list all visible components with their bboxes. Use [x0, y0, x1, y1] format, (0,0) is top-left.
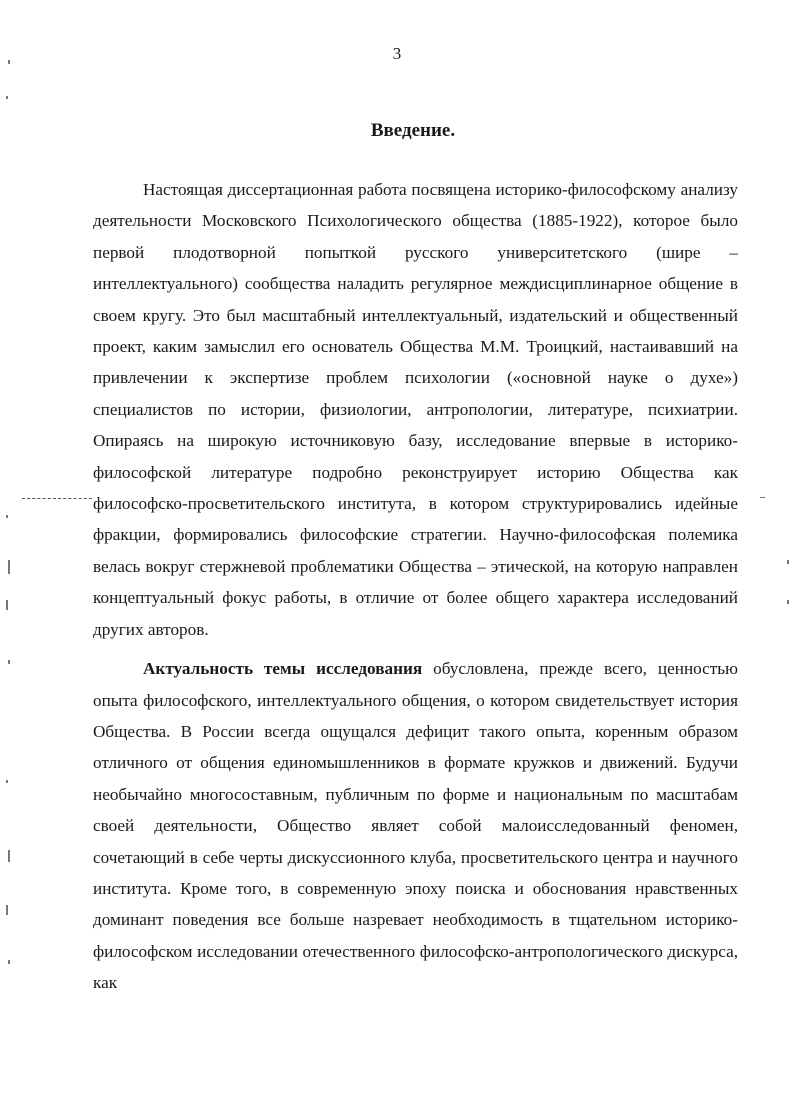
scan-artifact-mark — [787, 600, 789, 604]
paragraph-relevance — [93, 653, 738, 998]
scan-artifact-mark — [8, 660, 10, 664]
scan-artifact-mark — [6, 780, 8, 783]
scan-artifact-mark — [8, 850, 10, 862]
body-text — [93, 174, 738, 999]
scan-artifact-mark — [8, 960, 10, 964]
scan-artifact-mark — [6, 515, 8, 518]
scan-artifact-mark — [6, 600, 8, 610]
page-title: Введение. — [370, 120, 456, 141]
scan-artifact-mark — [787, 560, 789, 564]
paragraph-intro: Настоящая диссертационная работа посвящена историко-философскому анализу деятельности Московского Психологического общества (1885-1922), которое было первой плодотворной попыткой русского университетского (шире – интеллектуального) сообщества наладить регулярное междисциплинарное общение в своем кругу. Это был масштабный интеллектуальный, издательский и общественный проект, каким замыслил его основатель Общества М.М. Троицкий, настаивавший на привлечении к экспертизе проблем психологии («основной науке о духе») специалистов по истории, физиологии, антропологии, литературе, психиатрии. Опираясь на широкую источниковую базу, исследование впервые в историко-философской литературе подробно реконструирует историю Общества как философско-просветительского института, в котором структурировались идейные фракции, формировались философские стратегии. Научно-философская полемика велась вокруг стержневой проблематики Общества – этической, на которую направлен концептуальный фокус работы, в отличие от более общего характера исследований других авторов. — [93, 180, 738, 639]
page-number: 3 — [392, 44, 402, 63]
scan-artifact-mark — [6, 905, 8, 915]
relevance-text: обусловлена, прежде всего, ценностью опыта философского, интеллектуального общения, о котором свидетельствует история Общества. В России всегда ощущался дефицит такого опыта, коренным образом отличного от общения единомышленников в формате кружков и движений. Будучи необычайно многосоставным, публичным по форме и национальным по масштабам своей деятельности, Общество являет собой малоисследованный феномен, сочетающий в себе черты дискуссионного клуба, просветительского центра и научного института. Кроме того, в современную эпоху поиска и обоснования нравственных доминант поведения все больше назревает необходимость в тщательном историко-философском исследовании отечественного философско-антропологического дискурса, как — [93, 659, 738, 993]
scan-artifact-mark — [8, 60, 10, 64]
scan-artifact-mark — [6, 96, 8, 99]
scan-artifact-mark — [760, 497, 765, 498]
scan-artifact-mark — [8, 560, 10, 574]
scan-artifact-dash — [22, 498, 92, 499]
relevance-heading: Актуальность темы исследования — [143, 659, 423, 679]
